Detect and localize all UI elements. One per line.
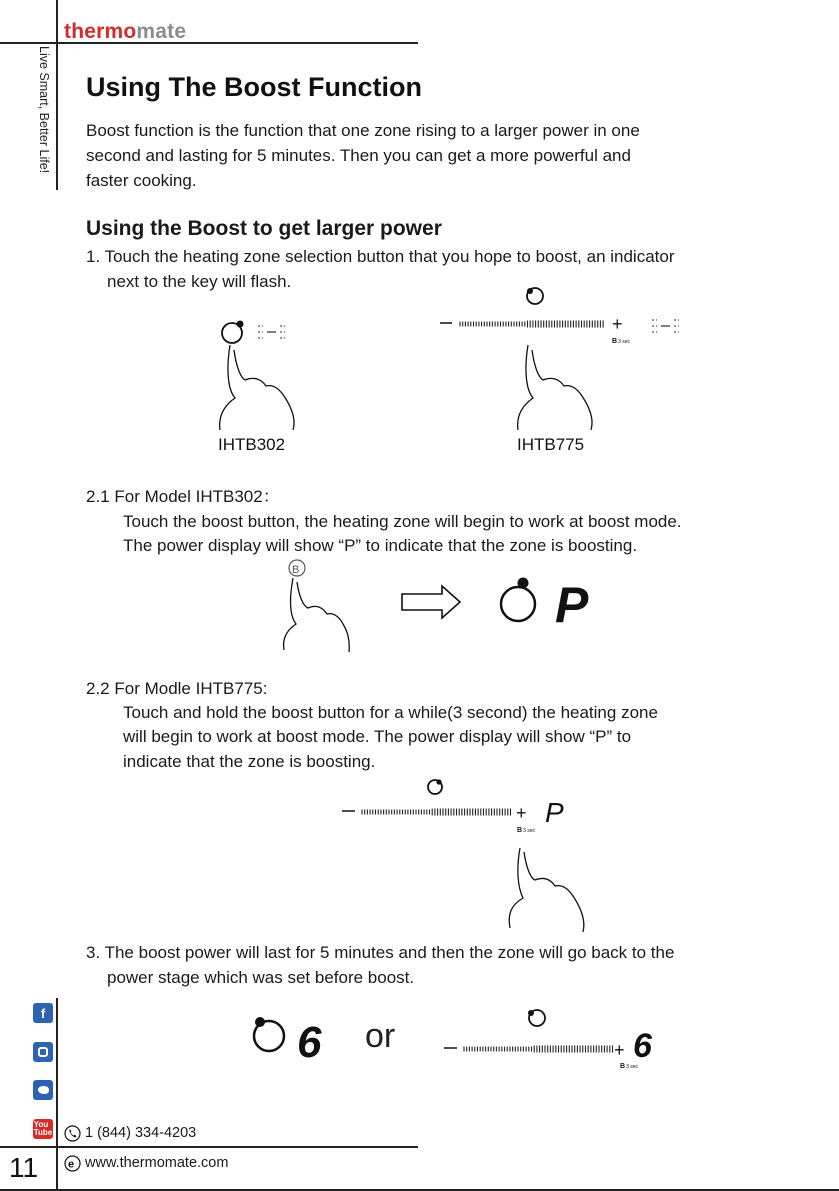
step1-illustration bbox=[200, 280, 700, 460]
step2-1-heading: 2.1 For Model IHTB302： bbox=[86, 487, 280, 506]
step2-1-line-2: The power display will show “P” to indicate that the zone is boosting. bbox=[123, 536, 638, 555]
twitter-icon[interactable] bbox=[33, 1080, 53, 1100]
footer-phone: 1 (844) 334-4203 bbox=[85, 1125, 197, 1141]
step2-2-line-2: will begin to work at boost mode. The power display will show “P” to bbox=[123, 727, 632, 746]
youtube-icon[interactable]: You Tube bbox=[33, 1120, 53, 1137]
svg-text:e: e bbox=[68, 1158, 75, 1171]
margin-rule-top bbox=[56, 0, 58, 190]
plus-label-step22: + bbox=[516, 803, 527, 823]
boost-key-label-step22: B3 sec bbox=[517, 827, 536, 834]
step3-illustration-right bbox=[438, 1002, 678, 1077]
phone-icon bbox=[64, 1125, 81, 1142]
display-p-ihtb775: P bbox=[545, 797, 564, 828]
slider-bars-step22 bbox=[362, 809, 511, 816]
step2-2-line-3: indicate that the zone is boosting. bbox=[123, 752, 376, 771]
step3-line-2: power stage which was set before boost. bbox=[107, 968, 415, 987]
brand-text-mate: mate bbox=[136, 20, 187, 43]
boost-key-label-ihtb775: B3 sec bbox=[612, 338, 631, 345]
footer-rule bbox=[0, 1146, 418, 1148]
subheading: Using the Boost to get larger power bbox=[86, 217, 442, 240]
step3-illustration-left bbox=[245, 1005, 340, 1065]
slider-bars-step3 bbox=[464, 1046, 613, 1053]
page-bottom-rule bbox=[0, 1189, 839, 1191]
boost-key-label-step3: B3 sec bbox=[620, 1063, 639, 1070]
instagram-icon[interactable] bbox=[33, 1042, 53, 1062]
display-6-ihtb775: 6 bbox=[633, 1027, 652, 1065]
page-title: Using The Boost Function bbox=[86, 72, 422, 102]
step2-2-line-1: Touch and hold the boost button for a while(3 second) the heating zone bbox=[123, 703, 658, 722]
boost-key-glyph: B bbox=[292, 564, 300, 576]
brand-text-thermo: thermo bbox=[64, 20, 137, 43]
plus-label-ihtb775: + bbox=[612, 314, 623, 334]
display-p-ihtb302: P bbox=[555, 577, 589, 633]
arrow-right-icon bbox=[402, 586, 460, 618]
web-icon bbox=[64, 1155, 81, 1172]
slogan: Live Smart, Better Life! bbox=[37, 46, 51, 174]
step2-1-line-1: Touch the boost button, the heating zone will begin to work at boost mode. bbox=[123, 512, 682, 531]
plus-label-step3: + bbox=[614, 1040, 625, 1060]
intro-line-1: Boost function is the function that one zone rising to a larger power in one bbox=[86, 121, 640, 140]
step1-line-2: next to the key will flash. bbox=[107, 272, 292, 291]
step2-2-illustration bbox=[330, 770, 610, 940]
display-6-ihtb302: 6 bbox=[297, 1018, 322, 1065]
label-ihtb302: IHTB302 bbox=[218, 435, 286, 454]
step2-2-heading: 2.2 For Modle IHTB775: bbox=[86, 679, 268, 698]
intro-line-3: faster cooking. bbox=[86, 171, 197, 190]
intro-line-2: second and lasting for 5 minutes. Then you can get a more powerful and bbox=[86, 146, 631, 165]
page-number: 11 bbox=[9, 1152, 39, 1183]
step3-line-1: 3. The boost power will last for 5 minutes and then the zone will go back to the bbox=[86, 943, 675, 962]
slider-bars-ihtb775 bbox=[460, 321, 603, 328]
header-rule bbox=[0, 42, 418, 44]
label-ihtb775: IHTB775 bbox=[517, 435, 585, 454]
or-text: or bbox=[365, 1017, 396, 1055]
facebook-icon[interactable]: f bbox=[33, 1003, 53, 1023]
margin-rule-bottom bbox=[56, 998, 58, 1191]
step1-line-1: 1. Touch the heating zone selection button that you hope to boost, an indicator bbox=[86, 247, 675, 266]
brand-logo bbox=[64, 20, 186, 44]
step2-1-illustration bbox=[270, 558, 620, 658]
footer-website[interactable]: www.thermomate.com bbox=[85, 1155, 229, 1171]
